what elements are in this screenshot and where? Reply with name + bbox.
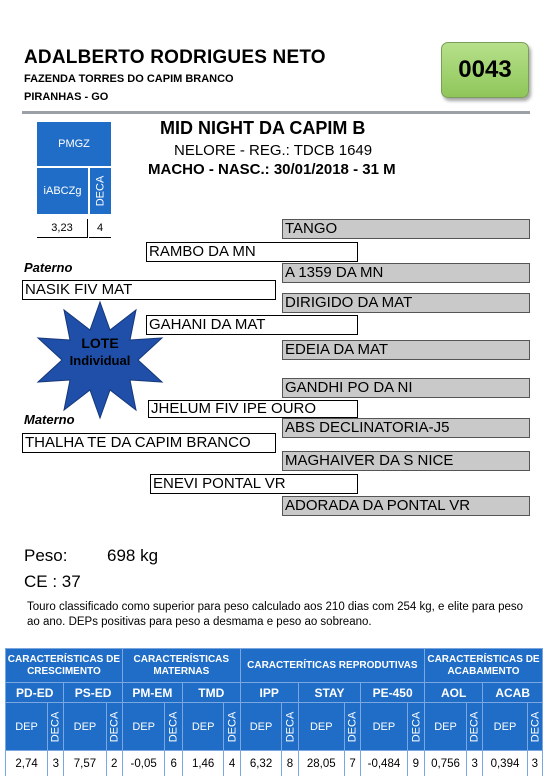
dep-value: 0,756 — [424, 751, 466, 776]
trait-pe-450: PE-450 — [361, 683, 425, 703]
dam-dam: ENEVI PONTAL VR — [150, 474, 358, 494]
sub-dep: DEP — [122, 703, 165, 751]
dep-value: 6,32 — [240, 751, 282, 776]
animal-name: MID NIGHT DA CAPIM B — [160, 118, 366, 138]
ggp-1: TANGO — [282, 219, 530, 239]
materno-label: Materno — [24, 412, 75, 427]
sub-deca: DECA — [467, 703, 483, 751]
sire-sire: RAMBO DA MN — [146, 242, 358, 262]
deca-value: 7 — [344, 751, 360, 776]
peso-value: 698 kg — [107, 546, 159, 565]
sub-dep: DEP — [424, 703, 466, 751]
deca-value: 3 — [467, 751, 483, 776]
description: Touro classificado como superior para peso calculado aos 210 dias com 254 kg, e elite para peso ao ano. DEPs positivas para peso a desmama e peso ao sobreano. — [27, 601, 524, 628]
city-name: PIRANHAS - GO — [24, 91, 109, 103]
sub-deca: DECA — [407, 703, 424, 751]
group-crescimento: CARACTERÍSTICAS DE CRESCIMENTO — [6, 649, 123, 683]
ggp-5: GANDHI PO DA NI — [282, 378, 530, 398]
group-acabamento: CARACTERÍSTICAS DE ACABAMENTO — [424, 649, 542, 683]
sub-deca: DECA — [344, 703, 360, 751]
sub-dep: DEP — [298, 703, 344, 751]
dam-sire: JHELUM FIV IPE OURO — [148, 400, 358, 418]
sub-deca: DECA — [527, 703, 542, 751]
sub-dep: DEP — [240, 703, 282, 751]
trait-pd-ed: PD-ED — [6, 683, 64, 703]
sub-dep: DEP — [6, 703, 48, 751]
deca-value: 9 — [407, 751, 424, 776]
animal-sex-birth: MACHO - NASC.: 30/01/2018 - 31 M — [148, 161, 396, 178]
trait-stay: STAY — [298, 683, 361, 703]
pmgz-deca-label: DECA — [90, 168, 111, 214]
deca-value: 6 — [165, 751, 182, 776]
dep-value: 0,394 — [483, 751, 527, 776]
lote-badge-text — [40, 335, 160, 369]
ce-label: CE : 37 — [24, 572, 81, 591]
owner-name: ADALBERTO RODRIGUES NETO — [24, 47, 326, 68]
header-divider — [22, 111, 530, 114]
sire-dam: GAHANI DA MAT — [146, 315, 358, 335]
trait-ipp: IPP — [240, 683, 298, 703]
dep-value: -0,484 — [361, 751, 407, 776]
sub-dep: DEP — [64, 703, 106, 751]
peso-label: Peso: — [24, 546, 68, 565]
deca-value: 2 — [106, 751, 122, 776]
lote-line2: Individual — [69, 353, 131, 368]
sub-dep: DEP — [361, 703, 407, 751]
paterno-label: Paterno — [24, 260, 73, 275]
sub-dep: DEP — [182, 703, 224, 751]
farm-name: FAZENDA TORRES DO CAPIM BRANCO — [24, 73, 234, 85]
dep-value: 1,46 — [182, 751, 224, 776]
trait-tmd: TMD — [182, 683, 240, 703]
dep-value: -0,05 — [122, 751, 165, 776]
deca-value: 4 — [224, 751, 240, 776]
ggp-8: ADORADA DA PONTAL VR — [282, 496, 530, 516]
pmgz-title: PMGZ — [37, 122, 111, 166]
trait-pm-em: PM-EM — [122, 683, 182, 703]
animal-breed-reg: NELORE - REG.: TDCB 1649 — [174, 142, 373, 159]
deca-value: 3 — [527, 751, 542, 776]
deca-value: 8 — [282, 751, 298, 776]
sub-dep: DEP — [483, 703, 527, 751]
pmgz-index-value: 3,23 — [37, 219, 88, 238]
dep-value: 2,74 — [6, 751, 48, 776]
pmgz-index-label: iABCZg — [37, 168, 88, 214]
trait-ps-ed: PS-ED — [64, 683, 122, 703]
sire: NASIK FIV MAT — [22, 280, 276, 300]
sub-deca: DECA — [165, 703, 182, 751]
dep-table — [5, 648, 543, 776]
ggp-7: MAGHAIVER DA S NICE — [282, 451, 530, 471]
sub-deca: DECA — [48, 703, 64, 751]
group-maternas: CARACTERÍSTICAS MATERNAS — [122, 649, 240, 683]
sub-deca: DECA — [224, 703, 240, 751]
lot-number-badge: 0043 — [441, 42, 529, 98]
trait-aol: AOL — [424, 683, 482, 703]
ggp-4: EDEIA DA MAT — [282, 340, 530, 360]
group-reprodutivas: CARACTERÍTICAS REPRODUTIVAS — [240, 649, 424, 683]
dep-value: 28,05 — [298, 751, 344, 776]
pmgz-deca-value: 4 — [89, 219, 111, 238]
trait-acab: ACAB — [483, 683, 543, 703]
deca-value: 3 — [48, 751, 64, 776]
dep-value: 7,57 — [64, 751, 106, 776]
ggp-3: DIRIGIDO DA MAT — [282, 293, 530, 313]
sub-deca: DECA — [282, 703, 298, 751]
ggp-6: ABS DECLINATORIA-J5 — [282, 418, 530, 438]
dam: THALHA TE DA CAPIM BRANCO — [22, 433, 276, 453]
ggp-2: A 1359 DA MN — [282, 263, 530, 283]
sub-deca: DECA — [106, 703, 122, 751]
lote-line1: LOTE — [81, 335, 119, 351]
